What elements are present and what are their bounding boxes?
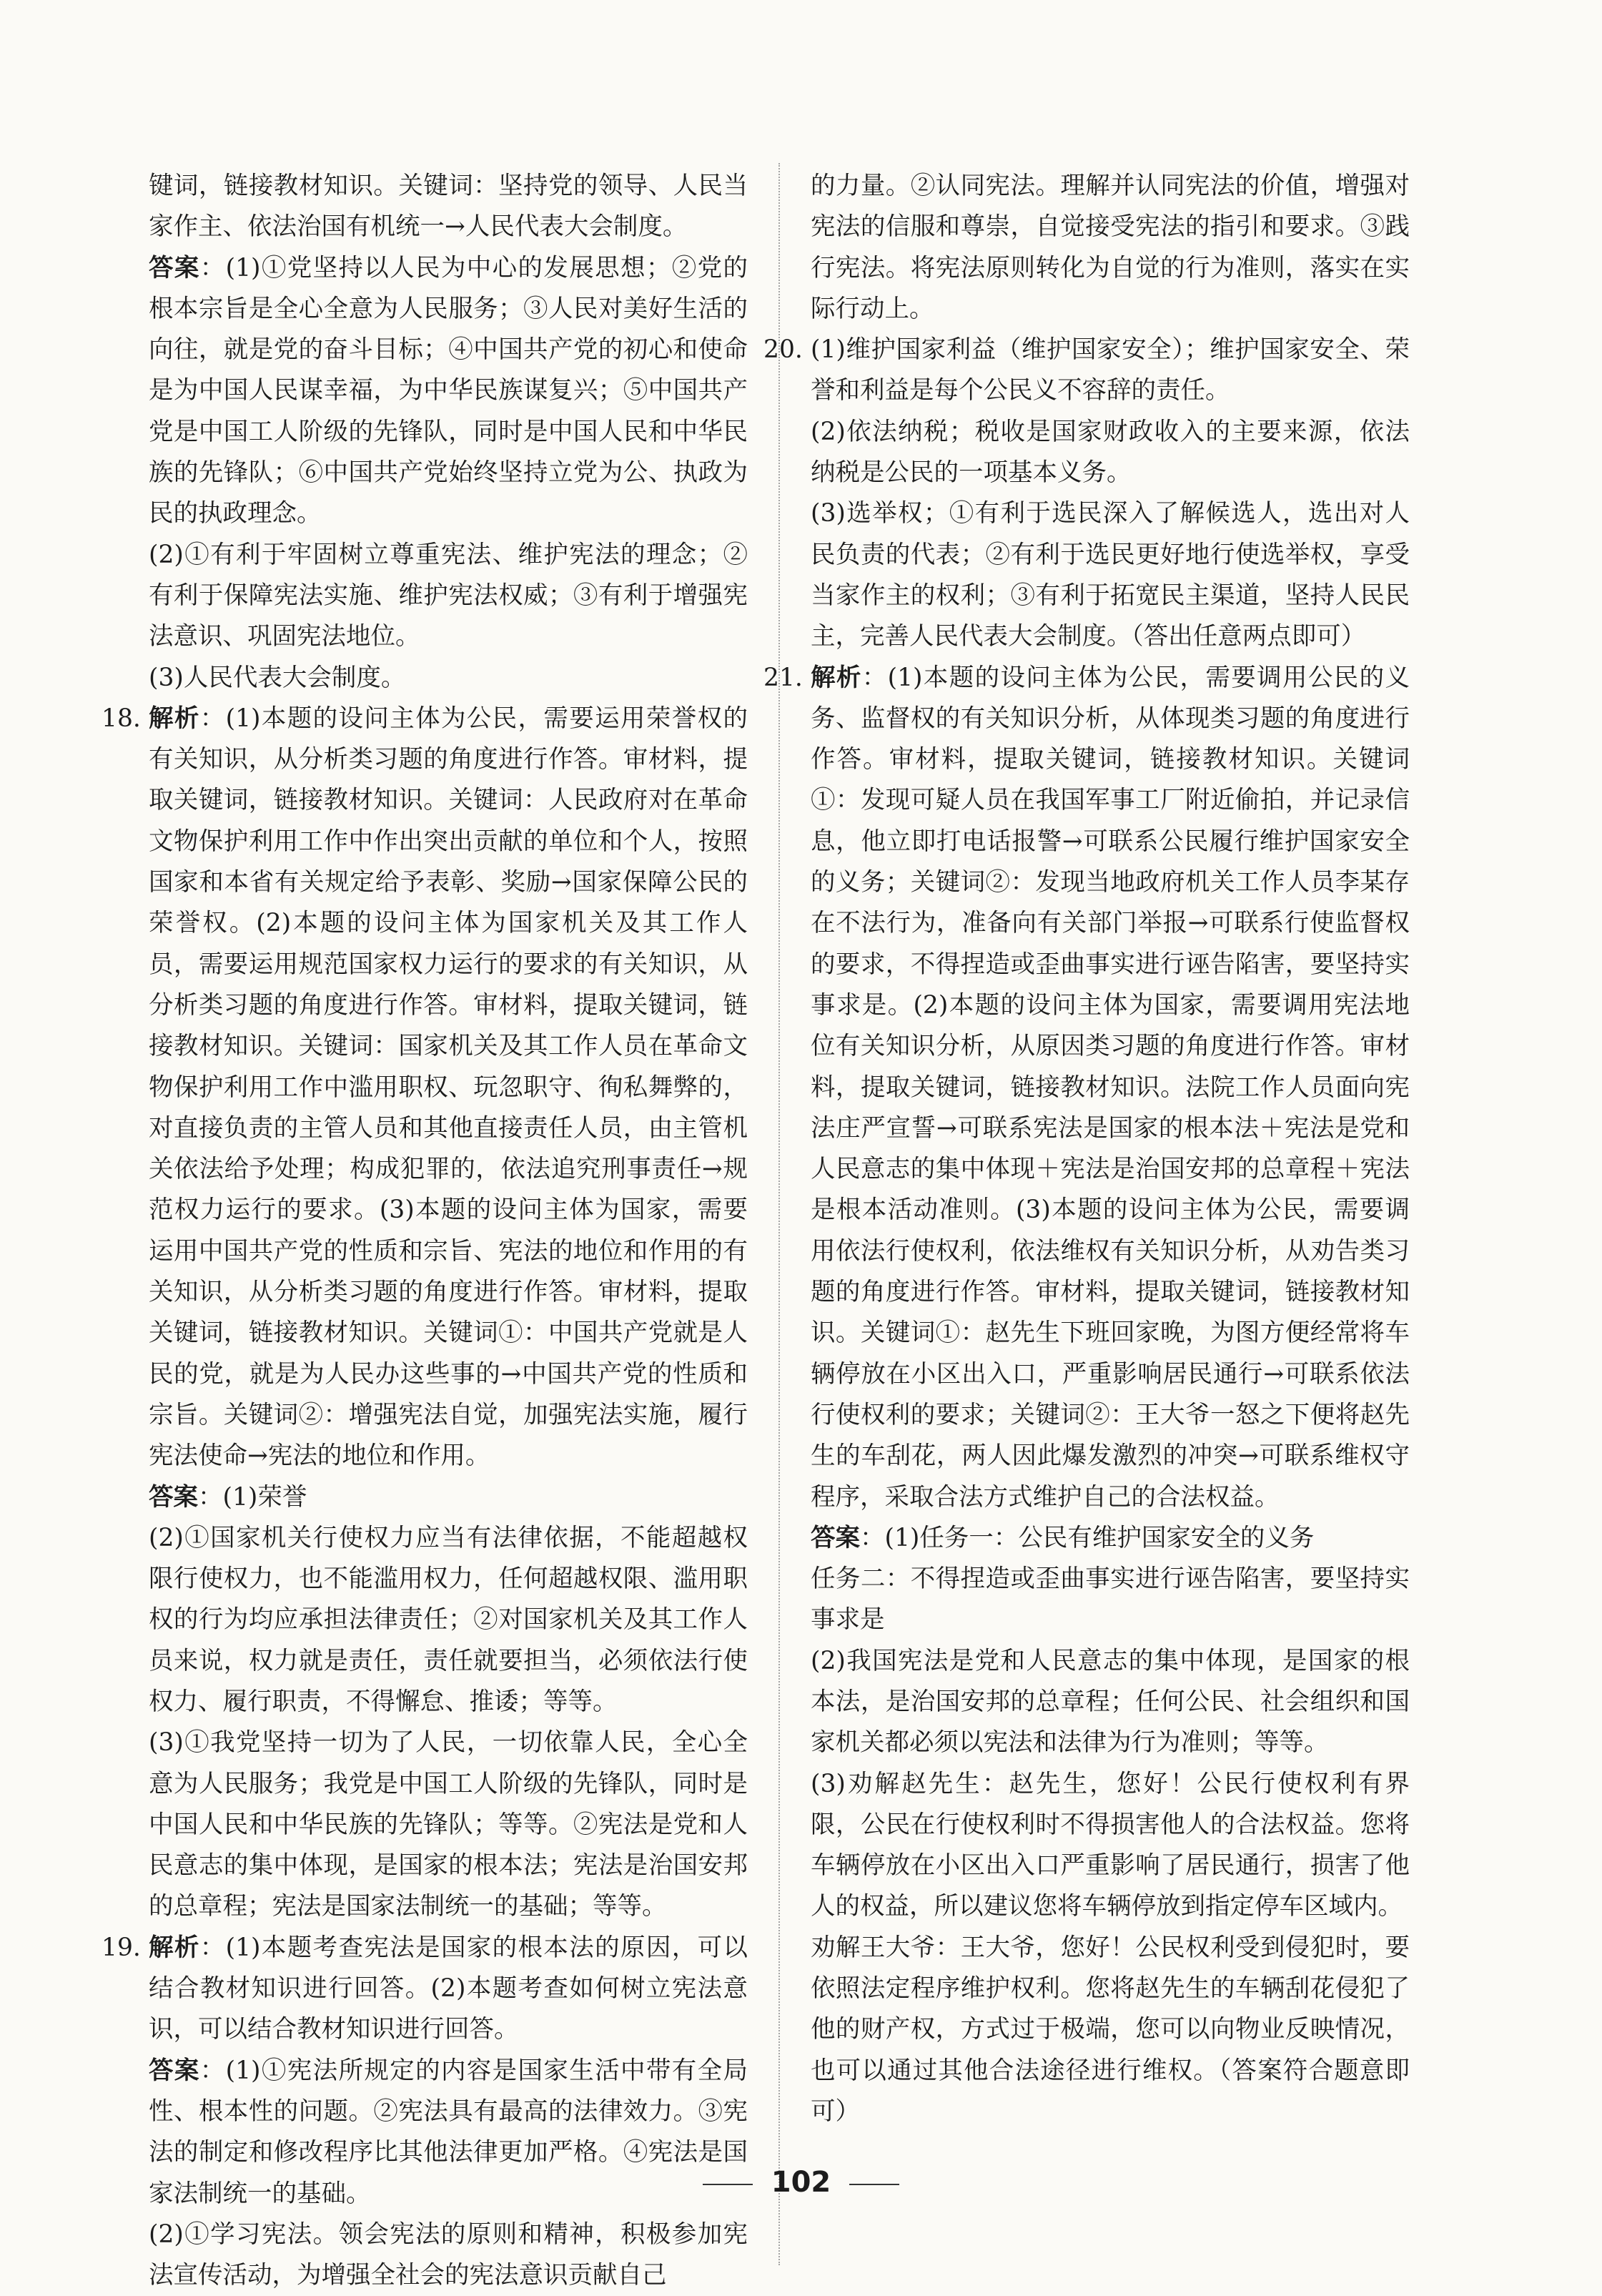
left-column — [102, 166, 748, 2296]
q18-analysis — [149, 699, 748, 1477]
page-footer — [0, 2161, 1602, 2204]
q17-answer-3: (3)人民代表大会制度。 — [149, 663, 406, 692]
q20-answer-1: (1)维护国家利益（维护国家安全）；维护国家安全、荣誉和利益是每个公民义不容辞的责任。 — [811, 335, 1410, 405]
answer-label: 答案 — [149, 253, 200, 282]
analysis-text: ：(1)本题考查宪法是国家的根本法的原因，可以结合教材知识进行回答。(2)本题考查如何树立宪法意识，可以结合教材知识进行回答。 — [149, 1933, 748, 2044]
q21-answer-3: (3)劝解赵先生：赵先生，您好！公民行使权利有界限，公民在行使权利时不得损害他人的合法权益。您将车辆停放在小区出入口严重影响了居民通行，损害了他人的权益，所以建议您将车辆停放到指定停车区域内。 — [811, 1769, 1410, 1921]
q21-analysis — [811, 658, 1410, 1518]
question-number: 19. — [102, 1933, 141, 1962]
q18-answer-1 — [149, 1477, 748, 1518]
analysis-text: ：(1)本题的设问主体为公民，需要运用荣誉权的有关知识，从分析类习题的角度进行作答。审材料，提取关键词，链接教材知识。关键词：人民政府对在革命文物保护利用工作中作出突出贡献的单位和个人，按照国家和本省有关规定给予表彰、奖励→国家保障公民的荣誉权。(2)本题的设问主体为国家机关及其工作人员，需要运用规范国家权力运行的要求的有关知识，从分析类习题的角度进行作答。审材料，提取关键词，链接教材知识。关键词：国家机关及其工作人员在革命文物保护利用工作中滥用职权、玩忽职守、徇私舞弊的，对直接负责的主管人员和其他直接责任人员，由主管机关依法给予处理；构成犯罪的，依法追究刑事责任→规范权力运行的要求。(3)本题的设问主体为国家，需要运用中国共产党的性质和宗旨、宪法的地位和作用的有关知识，从分析类习题的角度进行作答。审材料，提取关键词，链接教材知识。关键词①：中国共产党就是人民的党，就是为人民办这些事的→中国共产党的性质和宗旨。关键词②：增强宪法自觉，加强宪法实施，履行宪法使命→宪法的地位和作用。 — [149, 704, 748, 1471]
footer-dash-left — [703, 2184, 753, 2185]
question-18 — [102, 699, 748, 1928]
analysis-text: ：(1)本题的设问主体为公民，需要调用公民的义务、监督权的有关知识分析，从体现类习题的角度进行作答。审材料，提取关键词，链接教材知识。关键词①：发现可疑人员在我国军事工厂附近偷拍，并记录信息，他立即打电话报警→可联系公民履行维护国家安全的义务；关键词②：发现当地政府机关工作人员李某存在不法行为，准备向有关部门举报→可联系行使监督权的要求，不得捏造或歪曲事实进行诬告陷害，要坚持实事求是。(2)本题的设问主体为国家，需要调用宪法地位有关知识分析，从原因类习题的角度进行作答。审材料，提取关键词，链接教材知识。法院工作人员面向宪法庄严宣誓→可联系宪法是国家的根本法＋宪法是党和人民意志的集中体现＋宪法是治国安邦的总章程＋宪法是根本活动准则。(3)本题的设问主体为公民，需要调用依法行使权利，依法维权有关知识分析，从劝告类习题的角度进行作答。审材料，提取关键词，链接教材知识。关键词①：赵先生下班回家晚，为图方便经常将车辆停放在小区出入口，严重影响居民通行→可联系依法行使权利的要求；关键词②：王大爷一怒之下便将赵先生的车刮花，两人因此爆发激烈的冲突→可联系维权守程序，采取合法方式维护自己的合法权益。 — [811, 663, 1410, 1512]
q19-analysis — [149, 1928, 748, 2051]
q18-answer-3: (3)①我党坚持一切为了人民，一切依靠人民，全心全意为人民服务；我党是中国工人阶级的先锋队，同时是中国人民和中华民族的先锋队；等等。②宪法是党和人民意志的集中体现，是国家的根本法；宪法是治国安邦的总章程；宪法是国家法制统一的基础；等等。 — [149, 1728, 748, 1921]
q18-answer-2: (2)①国家机关行使权力应当有法律依据，不能超越权限行使权力，也不能滥用权力，任何超越权限、滥用职权的行为均应承担法律责任；②对国家机关及其工作人员来说，权力就是责任，责任就要担当，必须依法行使权力、履行职责，不得懈怠、推诿；等等。 — [149, 1523, 748, 1716]
q21-answer-2: (2)我国宪法是党和人民意志的集中体现，是国家的根本法，是治国安邦的总章程；任何公民、社会组织和国家机关都必须以宪法和法律为行为准则；等等。 — [811, 1646, 1410, 1758]
footer-dash-right — [849, 2184, 899, 2185]
question-20 — [763, 330, 1410, 657]
answer-text: ：(1)荣誉 — [198, 1482, 307, 1512]
q17-analysis-tail: 键词，链接教材知识。关键词：坚持党的领导、人民当家作主、依法治国有机统一→人民代表大会制度。 — [149, 172, 748, 242]
page-number: 102 — [771, 2166, 831, 2199]
right-column — [763, 166, 1410, 2132]
q17-answer-1 — [149, 248, 748, 535]
analysis-label: 解析 — [149, 1933, 200, 1962]
answer-label: 答案 — [149, 1482, 198, 1512]
answer-text: ：(1)①宪法所规定的内容是国家生活中带有全局性、根本性的问题。②宪法具有最高的法律效力。③宪法的制定和修改程序比其他法律更加严格。④宪法是国家法制统一的基础。 — [149, 2056, 748, 2208]
q19-answer-2-continued: 的力量。②认同宪法。理解并认同宪法的价值，增强对宪法的信服和尊崇，自觉接受宪法的指引和要求。③践行宪法。将宪法原则转化为自觉的行为准则，落实在实际行动上。 — [811, 172, 1410, 323]
analysis-label: 解析 — [811, 663, 862, 692]
q21-answer-1 — [811, 1518, 1410, 1559]
answer-label: 答案 — [149, 2056, 200, 2085]
question-number: 21. — [763, 663, 803, 692]
answer-text: ：(1)任务一：公民有维护国家安全的义务 — [860, 1523, 1315, 1552]
q21-answer-3b: 劝解王大爷：王大爷，您好！公民权利受到侵犯时，要依照法定程序维护权利。您将赵先生的车辆刮花侵犯了他的财产权，方式过于极端，您可以向物业反映情况，也可以通过其他合法途径进行维权。（答案符合题意即可） — [811, 1933, 1410, 2126]
q20-answer-2: (2)依法纳税；税收是国家财政收入的主要来源，依法纳税是公民的一项基本义务。 — [811, 417, 1410, 488]
analysis-label: 解析 — [149, 704, 200, 733]
question-number: 18. — [102, 704, 141, 733]
question-21 — [763, 658, 1410, 2133]
q20-answer-3: (3)选举权；①有利于选民深入了解候选人，选出对人民负责的代表；②有利于选民更好地行使选举权，享受当家作主的权利；③有利于拓宽民主渠道，坚持人民民主，完善人民代表大会制度。（答出任意两点即可） — [811, 499, 1410, 651]
answer-text: ：(1)①党坚持以人民为中心的发展思想；②党的根本宗旨是全心全意为人民服务；③人民对美好生活的向往，就是党的奋斗目标；④中国共产党的初心和使命是为中国人民谋幸福，为中华民族谋复兴；⑤中国共产党是中国工人阶级的先锋队，同时是中国人民和中华民族的先锋队；⑥中国共产党始终坚持立党为公、执政为民的执政理念。 — [149, 253, 748, 528]
q21-answer-1b: 任务二：不得捏造或歪曲事实进行诬告陷害，要坚持实事求是 — [811, 1565, 1410, 1635]
q19-answer-2: (2)①学习宪法。领会宪法的原则和精神，积极参加宪法宣传活动，为增强全社会的宪法意识贡献自己 — [149, 2219, 748, 2290]
question-number: 20. — [763, 335, 803, 365]
answer-label: 答案 — [811, 1523, 860, 1552]
column-divider — [778, 163, 780, 2265]
q17-answer-2: (2)①有利于牢固树立尊重宪法、维护宪法的理念；②有利于保障宪法实施、维护宪法权威；③有利于增强宪法意识、巩固宪法地位。 — [149, 540, 748, 651]
question-19 — [102, 1928, 748, 2296]
